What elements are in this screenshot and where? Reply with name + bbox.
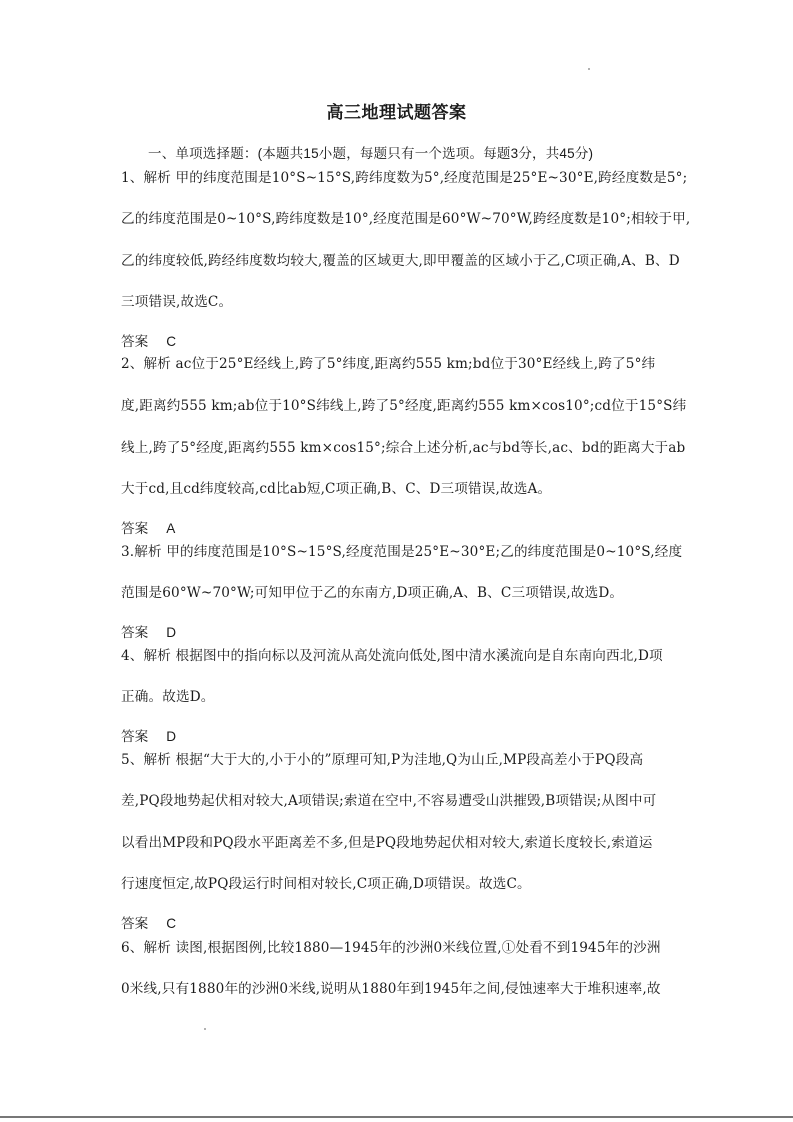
scan-dot [588,68,590,70]
answer-label: 答案 [121,521,149,536]
answer-label: 答案 [121,916,149,931]
answer-label: 答案 [121,334,149,349]
item-2-answer [121,517,175,537]
answer-value: A [166,521,176,536]
page-bottom-rule [0,1116,793,1118]
item-5-line-3: 以看出MP段和PQ段水平距离差不多,但是PQ段地势起伏相对较大,索道长度较长,索道运 [121,835,653,851]
answer-value: D [166,729,177,744]
item-5-line-1: 5、解析 根据“大于大的,小于小的”原理可知,P为洼地,Q为山丘,MP段高差小于PQ段高 [121,752,644,768]
item-5-line-2: 差,PQ段地势起伏相对较大,A项错误;索道在空中,不容易遭受山洪摧毁,B项错误;从图中可 [121,793,657,809]
item-4-line-1: 4、解析 根据图中的指向标以及河流从高处流向低处,图中清水溪流向是自东南向西北,D项 [121,648,663,664]
item-2-line-1: 2、解析 ac位于25°E经线上,跨了5°纬度,距离约555 km;bd位于30°E经线上,跨了5°纬 [121,356,656,372]
scan-dot [204,1028,206,1030]
section-heading: 一、单项选择题：(本题共15小题，每题只有一个选项。每题3分，共45分) [148,146,594,161]
item-4-answer [121,725,176,745]
item-1-answer [121,330,176,350]
item-4-line-2: 正确。故选D。 [121,689,215,705]
item-5-answer [121,912,176,932]
answer-label: 答案 [121,625,149,640]
item-3-line-2: 范围是60°W~70°W;可知甲位于乙的东南方,D项正确,A、B、C三项错误,故选D。 [121,585,624,601]
item-2-line-3: 线上,跨了5°经度,距离约555 km×cos15°;综合上述分析,ac与bd等长,ac、bd的距离大于ab [121,440,686,456]
item-6-line-1: 6、解析 读图,根据图例,比较1880—1945年的沙洲0米线位置,①处看不到1945年的沙洲 [121,940,661,956]
answer-value: C [166,916,177,931]
item-2-line-4: 大于cd,且cd纬度较高,cd比ab短,C项正确,B、C、D三项错误,故选A。 [121,481,552,497]
item-5-line-4: 行速度恒定,故PQ段运行时间相对较长,C项正确,D项错误。故选C。 [121,876,531,892]
item-3-answer [121,621,176,641]
answer-value: D [166,625,177,640]
item-1-line-1: 1、解析 甲的纬度范围是10°S~15°S,跨纬度数为5°,经度范围是25°E~30°E,跨经度数是5°; [121,170,688,186]
item-2-line-2: 度,距离约555 km;ab位于10°S纬线上,跨了5°经度,距离约555 km×cos10°;cd位于15°S纬 [121,398,687,414]
item-1-line-4: 三项错误,故选C。 [121,294,233,310]
answer-value: C [166,334,177,349]
answer-label: 答案 [121,729,149,744]
item-6-line-2: 0米线,只有1880年的沙洲0米线,说明从1880年到1945年之间,侵蚀速率大于堆积速率,故 [121,981,661,997]
item-1-line-3: 乙的纬度较低,跨经纬度数均较大,覆盖的区域更大,即甲覆盖的区域小于乙,C项正确,A、B、D [121,253,680,269]
page-title: 高三地理试题答案 [326,103,467,122]
item-1-line-2: 乙的纬度范围是0~10°S,跨纬度数是10°,经度范围是60°W~70°W,跨经度数是10°;相较于甲, [121,211,691,227]
item-3-line-1: 3.解析 甲的纬度范围是10°S~15°S,经度范围是25°E~30°E;乙的纬度范围是0~10°S,经度 [121,544,683,560]
